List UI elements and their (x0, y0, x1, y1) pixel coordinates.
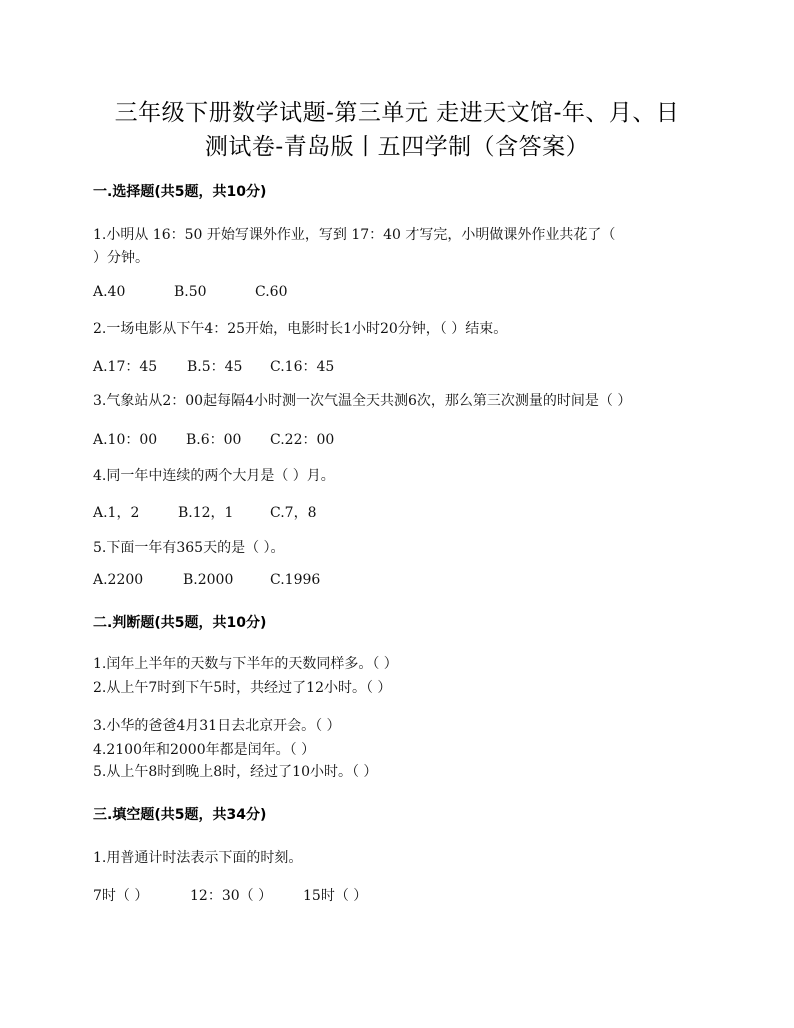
blank-1: 7时（ ） (93, 888, 149, 904)
s2-item-2: 2.从上午7时到下午5时，共经过了12小时。（ ） (93, 680, 392, 696)
s1-q1-text-line-2: ）分钟。 (93, 250, 149, 266)
section-2-heading: 二.判断题(共5题，共10分) (93, 615, 267, 631)
s1-q4-text: 4.同一年中连续的两个大月是（ ）月。 (93, 468, 335, 484)
option-a: A.10：00 (93, 432, 158, 448)
blank-2: 12：30（ ） (190, 888, 273, 904)
s2-item-3: 3.小华的爸爸4月31日去北京开会。（ ） (93, 718, 341, 734)
document-title-line-1: 三年级下册数学试题-第三单元 走进天文馆-年、月、日 (114, 100, 680, 126)
s1-q5-text: 5.下面一年有365天的是（ ）。 (93, 540, 285, 556)
document-title-line-2: 测试卷-青岛版丨五四学制（含答案） (204, 134, 590, 160)
option-a: A.17：45 (93, 359, 158, 375)
option-c: C.7，8 (270, 505, 317, 521)
option-c: C.22：00 (270, 432, 335, 448)
option-a: A.40 (93, 284, 126, 300)
option-b: B.5：45 (187, 359, 243, 375)
s2-item-1: 1.闰年上半年的天数与下半年的天数同样多。（ ） (93, 656, 398, 672)
option-c: C.16：45 (270, 359, 335, 375)
blank-3: 15时（ ） (303, 888, 368, 904)
option-c: C.1996 (270, 572, 321, 588)
s1-q3-text: 3.气象站从2：00起每隔4小时测一次气温全天共测6次，那么第三次测量的时间是（ ） (93, 393, 632, 409)
option-c: C.60 (255, 284, 288, 300)
section-1-heading: 一.选择题(共5题，共10分) (93, 184, 267, 200)
section-3-heading: 三.填空题(共5题，共34分) (93, 807, 267, 823)
s3-q1-text: 1.用普通计时法表示下面的时刻。 (93, 850, 303, 866)
option-b: B.50 (174, 284, 207, 300)
option-a: A.2200 (93, 572, 144, 588)
s2-item-5: 5.从上午8时到晚上8时，经过了10小时。（ ） (93, 764, 378, 780)
option-a: A.1，2 (93, 505, 140, 521)
s1-q2-text: 2.一场电影从下午4：25开始，电影时长1小时20分钟，（ ）结束。 (93, 321, 508, 337)
s2-item-4: 4.2100年和2000年都是闰年。（ ） (93, 742, 316, 758)
option-b: B.2000 (183, 572, 234, 588)
option-b: B.6：00 (186, 432, 242, 448)
option-b: B.12，1 (178, 505, 234, 521)
s1-q1-text-line-1: 1.小明从 16：50 开始写课外作业，写到 17：40 才写完，小明做课外作业共花了（ (93, 227, 616, 243)
